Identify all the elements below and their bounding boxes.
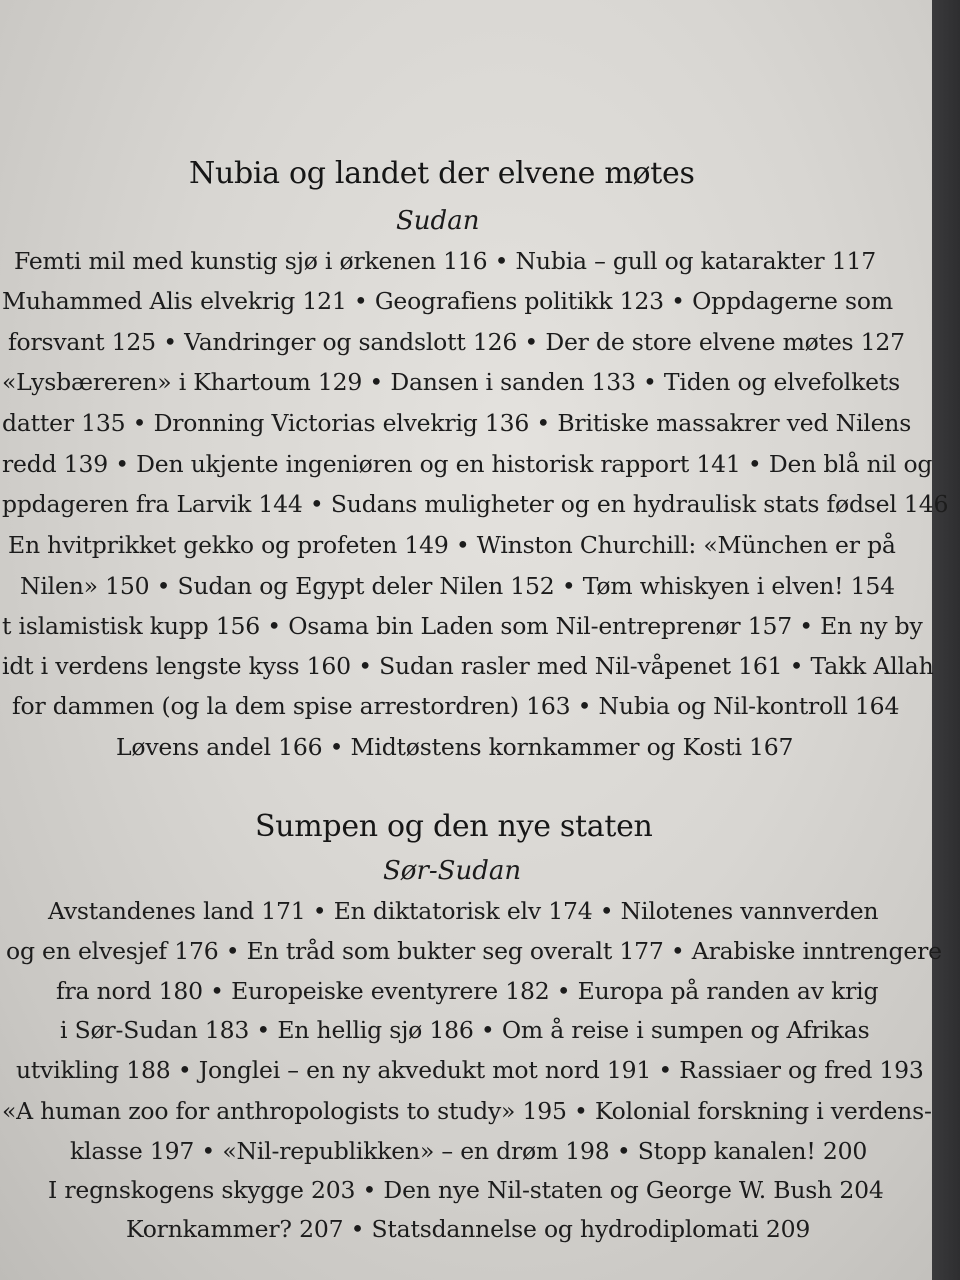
toc-line: Muhammed Alis elvekrig 121 • Geografiens politikk 123 • Oppdagerne som xyxy=(2,287,893,315)
toc-line: «Lysbæreren» i Khartoum 129 • Dansen i sanden 133 • Tiden og elvefolkets xyxy=(2,368,900,396)
toc-line: for dammen (og la dem spise arrestordren) 163 • Nubia og Nil-kontroll 164 xyxy=(12,692,900,720)
toc-line: t islamistisk kupp 156 • Osama bin Laden som Nil-entreprenør 157 • En ny by xyxy=(2,612,923,640)
toc-line: og en elvesjef 176 • En tråd som bukter seg overalt 177 • Arabiske inntrengere xyxy=(6,937,942,965)
toc-line: idt i verdens lengste kyss 160 • Sudan rasler med Nil-våpenet 161 • Takk Allah xyxy=(2,652,934,680)
toc-line: Avstandenes land 171 • En diktatorisk elv 174 • Nilotenes vannverden xyxy=(48,897,879,925)
toc-line: utvikling 188 • Jonglei – en ny akvedukt mot nord 191 • Rassiaer og fred 193 xyxy=(16,1056,924,1084)
toc-line: fra nord 180 • Europeiske eventyrere 182 • Europa på randen av krig xyxy=(56,977,879,1005)
toc-line: klasse 197 • «Nil-republikken» – en drøm 198 • Stopp kanalen! 200 xyxy=(70,1137,868,1165)
toc-line: Femti mil med kunstig sjø i ørkenen 116 • Nubia – gull og katarakter 117 xyxy=(14,247,876,275)
toc-line: forsvant 125 • Vandringer og sandslott 126 • Der de store elvene møtes 127 xyxy=(8,328,905,356)
toc-line: ppdageren fra Larvik 144 • Sudans muligheter og en hydraulisk stats fødsel 146 xyxy=(2,490,949,518)
page-edge-shadow xyxy=(932,0,960,1280)
section-title: Sumpen og den nye staten xyxy=(255,809,653,844)
toc-line: En hvitprikket gekko og profeten 149 • Winston Churchill: «München er på xyxy=(8,531,896,559)
section-subtitle: Sør-Sudan xyxy=(383,856,522,886)
toc-line: datter 135 • Dronning Victorias elvekrig 136 • Britiske massakrer ved Nilens xyxy=(2,409,912,437)
toc-line: Løvens andel 166 • Midtøstens kornkammer og Kosti 167 xyxy=(116,733,794,761)
toc-line: «A human zoo for anthropologists to study» 195 • Kolonial forskning i verdens- xyxy=(2,1097,932,1125)
toc-line: Nilen» 150 • Sudan og Egypt deler Nilen 152 • Tøm whiskyen i elven! 154 xyxy=(20,572,895,600)
toc-line: redd 139 • Den ukjente ingeniøren og en historisk rapport 141 • Den blå nil og xyxy=(2,450,933,478)
section-subtitle: Sudan xyxy=(396,206,480,236)
toc-line: I regnskogens skygge 203 • Den nye Nil-staten og George W. Bush 204 xyxy=(48,1176,884,1204)
toc-line: i Sør-Sudan 183 • En hellig sjø 186 • Om å reise i sumpen og Afrikas xyxy=(60,1016,870,1044)
toc-line: Kornkammer? 207 • Statsdannelse og hydrodiplomati 209 xyxy=(126,1215,811,1243)
section-title: Nubia og landet der elvene møtes xyxy=(189,156,695,191)
